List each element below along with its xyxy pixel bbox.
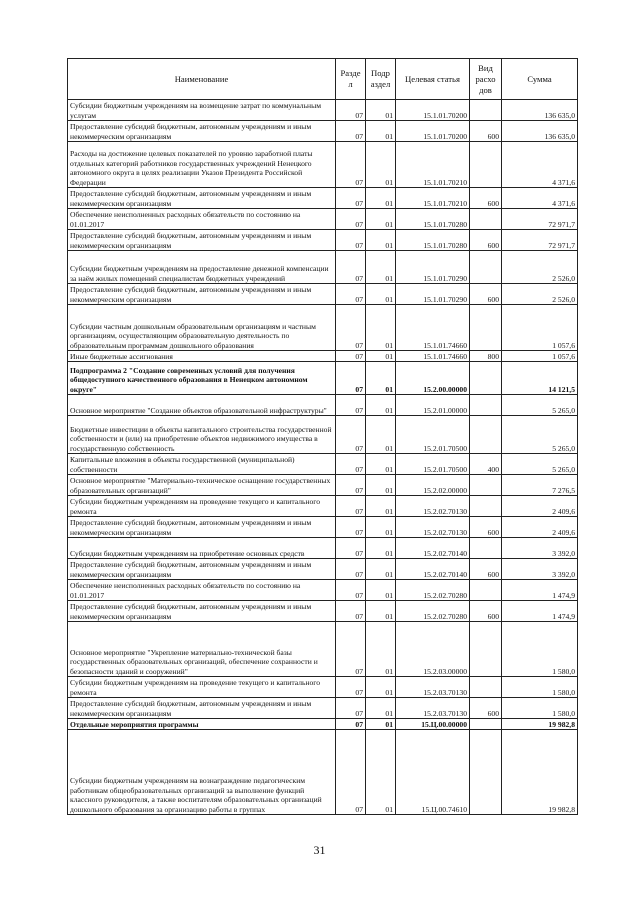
row-subsection: 01 [366, 416, 396, 454]
row-subsection: 01 [366, 209, 396, 230]
row-target-article: 15.1.01.70280 [396, 230, 470, 251]
table-row [68, 351, 578, 362]
row-subsection: 01 [366, 284, 396, 305]
table-row [68, 100, 578, 121]
row-name: Предоставление субсидий бюджетным, автономным учреждениям и иным некоммерческим организациям [68, 601, 336, 622]
row-name: Предоставление субсидий бюджетным, автономным учреждениям и иным некоммерческим организациям [68, 230, 336, 251]
row-name: Основное мероприятие "Создание объектов образовательной инфраструктуры" [68, 395, 336, 416]
row-subsection: 01 [366, 730, 396, 815]
header-target-article: Целевая статья [396, 59, 470, 100]
row-name: Предоставление субсидий бюджетным, автономным учреждениям и иным некоммерческим организациям [68, 188, 336, 209]
header-expense-type: Вид расхо дов [470, 59, 502, 100]
row-expense-type [470, 416, 502, 454]
table-row [68, 416, 578, 454]
table-row [68, 698, 578, 719]
row-name: Субсидии частным дошкольным образовательным организациям и частным организациям, осуществляющим образовательную деятельность по образовательным программам дошкольного образования [68, 305, 336, 351]
table-row [68, 209, 578, 230]
row-subsection: 01 [366, 142, 396, 188]
row-section: 07 [336, 454, 366, 475]
row-target-article: 15.1.01.70280 [396, 209, 470, 230]
row-expense-type [470, 538, 502, 559]
table-row [68, 230, 578, 251]
row-amount: 2 526,0 [502, 251, 578, 284]
table-row [68, 284, 578, 305]
row-amount: 2 409,6 [502, 517, 578, 538]
row-subsection: 01 [366, 538, 396, 559]
table-row [68, 362, 578, 395]
row-section: 07 [336, 719, 366, 730]
row-subsection: 01 [366, 559, 396, 580]
row-expense-type: 600 [470, 517, 502, 538]
table-row [68, 580, 578, 601]
row-expense-type [470, 719, 502, 730]
row-subsection: 01 [366, 698, 396, 719]
row-name: Предоставление субсидий бюджетным, автономным учреждениям и иным некоммерческим организациям [68, 284, 336, 305]
row-section: 07 [336, 230, 366, 251]
row-subsection: 01 [366, 230, 396, 251]
row-section: 07 [336, 142, 366, 188]
row-expense-type [470, 209, 502, 230]
row-name: Капитальные вложения в объекты государственной (муниципальной) собственности [68, 454, 336, 475]
row-amount: 19 982,8 [502, 719, 578, 730]
row-expense-type: 400 [470, 454, 502, 475]
row-section: 07 [336, 188, 366, 209]
row-expense-type [470, 251, 502, 284]
row-subsection: 01 [366, 100, 396, 121]
row-subsection: 01 [366, 362, 396, 395]
row-subsection: 01 [366, 719, 396, 730]
row-target-article: 15.1.01.70210 [396, 188, 470, 209]
row-amount: 1 474,9 [502, 580, 578, 601]
table-row [68, 305, 578, 351]
row-name: Подпрограмма 2 "Создание современных условий для получения общедоступного качественного образования в Ненецком автономном округе" [68, 362, 336, 395]
row-section: 07 [336, 121, 366, 142]
row-target-article: 15.1.01.70200 [396, 121, 470, 142]
row-amount: 4 371,6 [502, 142, 578, 188]
row-expense-type [470, 622, 502, 677]
row-amount: 1 057,6 [502, 351, 578, 362]
table-row [68, 517, 578, 538]
row-amount: 1 580,0 [502, 622, 578, 677]
row-name: Обеспечение неисполненных расходных обязательств по состоянию на 01.01.2017 [68, 580, 336, 601]
row-section: 07 [336, 559, 366, 580]
row-target-article: 15.1.01.74660 [396, 305, 470, 351]
row-section: 07 [336, 475, 366, 496]
row-name: Субсидии бюджетным учреждениям на приобретение основных средств [68, 538, 336, 559]
row-amount: 136 635,0 [502, 100, 578, 121]
row-section: 07 [336, 100, 366, 121]
table-row [68, 142, 578, 188]
row-subsection: 01 [366, 305, 396, 351]
row-amount: 72 971,7 [502, 230, 578, 251]
header-subsection: Подр аздел [366, 59, 396, 100]
table-row [68, 559, 578, 580]
row-section: 07 [336, 496, 366, 517]
table-body [68, 100, 578, 815]
row-section: 07 [336, 416, 366, 454]
row-expense-type [470, 100, 502, 121]
row-target-article: 15.1.01.74660 [396, 351, 470, 362]
row-name: Обеспечение неисполненных расходных обязательств по состоянию на 01.01.2017 [68, 209, 336, 230]
row-name: Субсидии бюджетным учреждениям на проведение текущего и капитального ремонта [68, 496, 336, 517]
row-expense-type [470, 142, 502, 188]
row-section: 07 [336, 362, 366, 395]
row-expense-type: 600 [470, 698, 502, 719]
table-row [68, 538, 578, 559]
row-expense-type: 600 [470, 230, 502, 251]
row-name: Иные бюджетные ассигнования [68, 351, 336, 362]
row-subsection: 01 [366, 496, 396, 517]
row-section: 07 [336, 622, 366, 677]
row-target-article: 15.2.01.00000 [396, 395, 470, 416]
row-target-article: 15.2.01.70500 [396, 454, 470, 475]
row-target-article: 15.2.02.70140 [396, 559, 470, 580]
row-subsection: 01 [366, 454, 396, 475]
row-section: 07 [336, 601, 366, 622]
row-amount: 5 265,0 [502, 416, 578, 454]
row-expense-type [470, 730, 502, 815]
row-target-article: 15.2.02.00000 [396, 475, 470, 496]
row-name: Расходы на достижение целевых показателей по уровню заработной платы отдельных категорий работников государственных учреждений Ненецкого автономного округа в целях реализации Указов Президента Российской Федерации [68, 142, 336, 188]
row-section: 07 [336, 580, 366, 601]
row-expense-type: 600 [470, 188, 502, 209]
row-expense-type [470, 677, 502, 698]
row-target-article: 15.Ц.00.00000 [396, 719, 470, 730]
row-target-article: 15.2.02.70130 [396, 496, 470, 517]
row-expense-type [470, 362, 502, 395]
row-name: Субсидии бюджетным учреждениям на проведение текущего и капитального ремонта [68, 677, 336, 698]
row-target-article: 15.1.01.70290 [396, 284, 470, 305]
row-expense-type [470, 475, 502, 496]
row-subsection: 01 [366, 580, 396, 601]
row-expense-type [470, 395, 502, 416]
row-section: 07 [336, 677, 366, 698]
row-amount: 3 392,0 [502, 538, 578, 559]
row-name: Предоставление субсидий бюджетным, автономным учреждениям и иным некоммерческим организациям [68, 698, 336, 719]
budget-table [67, 58, 578, 815]
row-section: 07 [336, 395, 366, 416]
table-row [68, 188, 578, 209]
row-amount: 2 409,6 [502, 496, 578, 517]
row-expense-type: 600 [470, 559, 502, 580]
row-section: 07 [336, 351, 366, 362]
row-target-article: 15.1.01.70210 [396, 142, 470, 188]
row-amount: 136 635,0 [502, 121, 578, 142]
table-row [68, 622, 578, 677]
row-target-article: 15.2.02.70280 [396, 580, 470, 601]
row-amount: 19 982,8 [502, 730, 578, 815]
row-target-article: 15.2.01.70500 [396, 416, 470, 454]
table-row [68, 719, 578, 730]
row-section: 07 [336, 698, 366, 719]
row-target-article: 15.1.01.70200 [396, 100, 470, 121]
row-target-article: 15.2.03.70130 [396, 677, 470, 698]
row-name: Субсидии бюджетным учреждениям на предоставление денежной компенсации за наём жилых помещений специалистам бюджетных учреждений [68, 251, 336, 284]
row-amount: 1 580,0 [502, 677, 578, 698]
table-row [68, 121, 578, 142]
row-target-article: 15.2.02.70140 [396, 538, 470, 559]
table-header-row [68, 59, 578, 100]
row-name: Основное мероприятие "Материально-техническое оснащение государственных образовательных организаций" [68, 475, 336, 496]
row-name: Субсидии бюджетным учреждениям на возмещение затрат по коммунальным услугам [68, 100, 336, 121]
header-name: Наименование [68, 59, 336, 100]
row-expense-type [470, 305, 502, 351]
header-section: Разде л [336, 59, 366, 100]
row-subsection: 01 [366, 601, 396, 622]
row-section: 07 [336, 305, 366, 351]
row-target-article: 15.2.02.70280 [396, 601, 470, 622]
row-name: Отдельные мероприятия программы [68, 719, 336, 730]
row-subsection: 01 [366, 677, 396, 698]
row-target-article: 15.1.01.70290 [396, 251, 470, 284]
row-amount: 5 265,0 [502, 395, 578, 416]
row-subsection: 01 [366, 475, 396, 496]
row-name: Основное мероприятие "Укрепление материально-технической базы государственных образовательных организаций, обеспечение сохранности и безопасности зданий и сооружений" [68, 622, 336, 677]
table-row [68, 251, 578, 284]
row-subsection: 01 [366, 517, 396, 538]
row-section: 07 [336, 730, 366, 815]
row-target-article: 15.2.00.00000 [396, 362, 470, 395]
row-name: Предоставление субсидий бюджетным, автономным учреждениям и иным некоммерческим организациям [68, 121, 336, 142]
row-amount: 72 971,7 [502, 209, 578, 230]
row-expense-type: 600 [470, 601, 502, 622]
row-subsection: 01 [366, 251, 396, 284]
row-section: 07 [336, 517, 366, 538]
row-subsection: 01 [366, 121, 396, 142]
row-subsection: 01 [366, 188, 396, 209]
row-section: 07 [336, 251, 366, 284]
row-subsection: 01 [366, 351, 396, 362]
row-amount: 2 526,0 [502, 284, 578, 305]
row-amount: 4 371,6 [502, 188, 578, 209]
table-row [68, 601, 578, 622]
row-name: Бюджетные инвестиции в объекты капитального строительства государственной собственности и (или) на приобретение объектов недвижимого имущества в государственную собственность [68, 416, 336, 454]
table-row [68, 677, 578, 698]
table-row [68, 475, 578, 496]
row-section: 07 [336, 209, 366, 230]
row-section: 07 [336, 538, 366, 559]
row-expense-type: 600 [470, 284, 502, 305]
row-amount: 3 392,0 [502, 559, 578, 580]
row-amount: 7 276,5 [502, 475, 578, 496]
row-amount: 1 580,0 [502, 698, 578, 719]
row-name: Предоставление субсидий бюджетным, автономным учреждениям и иным некоммерческим организациям [68, 517, 336, 538]
row-target-article: 15.2.02.70130 [396, 517, 470, 538]
row-target-article: 15.2.03.70130 [396, 698, 470, 719]
table-row [68, 496, 578, 517]
row-subsection: 01 [366, 395, 396, 416]
page-number: 31 [313, 843, 326, 857]
row-expense-type [470, 496, 502, 517]
row-section: 07 [336, 284, 366, 305]
row-name: Субсидии бюджетным учреждениям на вознаграждение педагогическим работникам общеобразовательных организаций за выполнение функций классного руководителя, а также воспитателям образовательных организаций дошкольного образования за организацию работы в группах [68, 730, 336, 815]
row-target-article: 15.Ц.00.74610 [396, 730, 470, 815]
row-expense-type: 800 [470, 351, 502, 362]
row-target-article: 15.2.03.00000 [396, 622, 470, 677]
row-expense-type [470, 580, 502, 601]
row-subsection: 01 [366, 622, 396, 677]
table-row [68, 454, 578, 475]
row-name: Предоставление субсидий бюджетным, автономным учреждениям и иным некоммерческим организациям [68, 559, 336, 580]
table-row [68, 730, 578, 815]
row-amount: 14 121,5 [502, 362, 578, 395]
row-amount: 1 057,6 [502, 305, 578, 351]
header-amount: Сумма [502, 59, 578, 100]
table-row [68, 395, 578, 416]
row-amount: 5 265,0 [502, 454, 578, 475]
row-expense-type: 600 [470, 121, 502, 142]
row-amount: 1 474,9 [502, 601, 578, 622]
